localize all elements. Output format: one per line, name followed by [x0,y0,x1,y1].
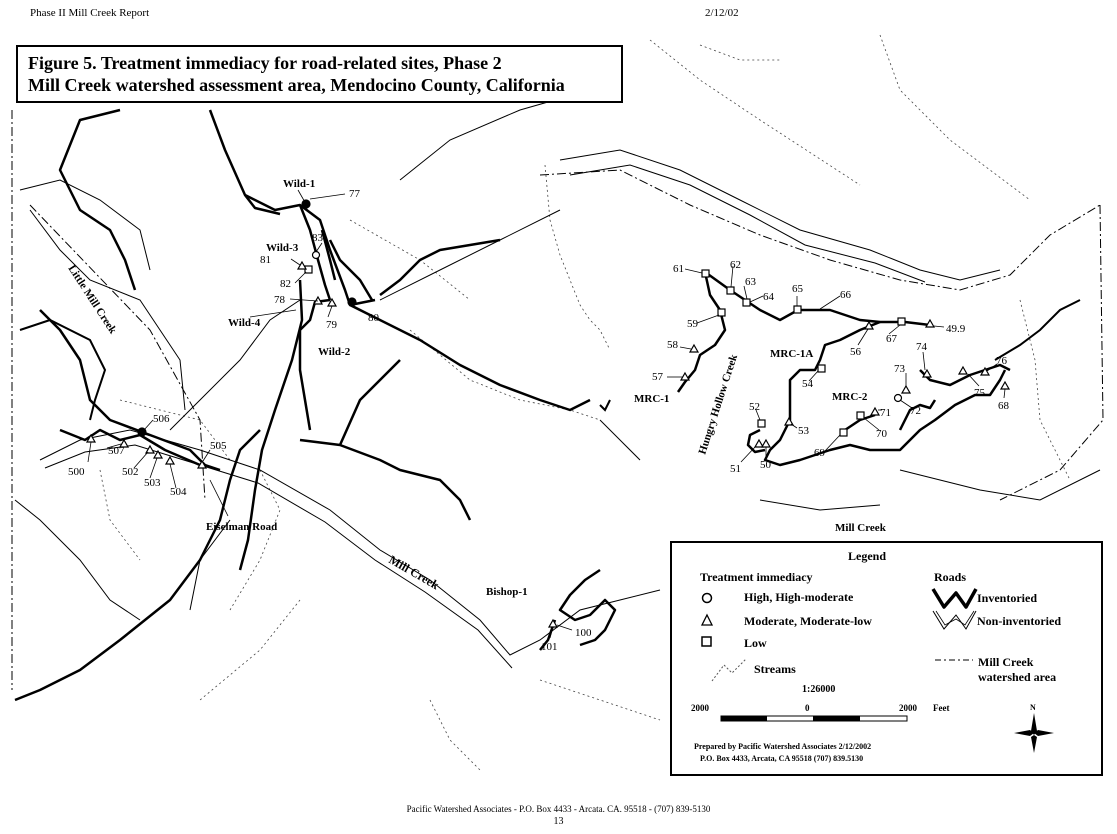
legend-scale-unit: Feet [933,703,950,713]
label-eiselman-road: Eiselman Road [206,521,278,533]
label-79: 79 [326,319,337,331]
header-date: 2/12/02 [705,7,739,19]
label-mrc-2: MRC-2 [832,391,868,403]
label-74: 74 [916,341,927,353]
label-507: 507 [108,445,125,457]
label-52: 52 [749,401,760,413]
site-50-moderate-marker [762,440,770,447]
legend-inventoried-label: Inventoried [977,591,1037,605]
legend-moderate-triangle-icon [700,613,714,627]
label-wild-2: Wild-2 [318,346,351,358]
site-65-low-marker [794,306,801,313]
footer-page-number: 13 [553,816,564,827]
legend-north-label: N [1030,703,1036,712]
legend-high-label: High, High-moderate [744,590,854,604]
label-505: 505 [210,440,227,452]
legend-scale-left: 2000 [691,703,709,713]
label-70: 70 [876,428,887,440]
site-57-moderate-marker [681,373,689,380]
label-83: 83 [312,232,323,244]
label-49-9: 49.9 [946,323,966,335]
label-63: 63 [745,276,756,288]
label-75: 75 [974,387,985,399]
site-70-low-marker [857,412,864,419]
site-59-low-marker [718,309,725,316]
label-73: 73 [894,363,905,375]
label-81: 81 [260,254,271,266]
site-58-moderate-marker [690,345,698,352]
label-504: 504 [170,486,187,498]
legend-streams-label: Streams [754,662,796,676]
site-504-moderate-marker [166,457,174,464]
site-73-moderate-marker [902,386,910,393]
label-69: 69 [814,447,825,459]
label-71: 71 [880,407,891,419]
site-64-low-marker [743,299,750,306]
label-503: 503 [144,477,161,489]
figure-title-line-1: Figure 5. Treatment immediacy for road-related sites, Phase 2 [28,53,502,73]
label-61: 61 [673,263,684,275]
site-75-moderate-marker [959,367,967,374]
legend-treatment-heading: Treatment immediacy [700,570,813,584]
label-72: 72 [910,405,921,417]
label-100: 100 [575,627,592,639]
legend-streams-icon [710,655,750,683]
legend-roads-heading: Roads [934,570,967,584]
site-52-low-marker [758,420,765,427]
legend-scale-ratio: 1:26000 [802,684,836,695]
label-78: 78 [274,294,285,306]
site-83-high-marker [313,252,320,259]
label-59: 59 [687,318,698,330]
label-502: 502 [122,466,139,478]
legend-prepared-line-1: Prepared by Pacific Watershed Associates 2/12/2002 [694,742,872,751]
site-67-low-marker [898,318,905,325]
site-61-low-marker [702,270,709,277]
site-69-low-marker [840,429,847,436]
header-report-title: Phase II Mill Creek Report [30,7,150,19]
label-50: 50 [760,459,771,471]
legend-scale-bar [720,715,920,723]
label-wild-4: Wild-4 [228,317,261,329]
label-hungry-hollow-creek: Hungry Hollow Creek [696,353,741,456]
site-51-moderate-marker [755,440,763,447]
label-bishop-1: Bishop-1 [486,586,528,598]
label-76: 76 [996,355,1007,367]
site-503-moderate-marker [154,451,162,458]
legend-title: Legend [848,549,887,563]
legend-low-square-icon [700,635,714,649]
legend-high-circle-icon [700,591,714,605]
label-66: 66 [840,289,851,301]
label-56: 56 [850,346,861,358]
legend-non-inventoried-road-icon [930,607,978,633]
legend-watershed-label-1: Mill Creek [978,655,1034,669]
legend-scale-mid: 0 [805,703,810,713]
site-502-moderate-marker [146,446,154,453]
label-57: 57 [652,371,663,383]
legend-north-arrow-icon [1010,703,1058,763]
label-little-mill-creek: Little Mill Creek [65,263,119,337]
legend-box [670,541,1103,776]
label-65: 65 [792,283,803,295]
stream-thick [20,300,1080,420]
legend-prepared-line-2: P.O. Box 4433, Arcata, CA 95518 (707) 839.5130 [700,754,864,763]
site-80-high-marker [348,298,356,306]
label-64: 64 [763,291,774,303]
site-53-moderate-marker [785,418,793,425]
label-wild-1: Wild-1 [283,178,316,190]
legend-watershed-boundary-icon [934,657,974,663]
site-54-low-marker [818,365,825,372]
legend-scale-right: 2000 [899,703,917,713]
site-68-moderate-marker [1001,382,1009,389]
label-62: 62 [730,259,741,271]
label-82: 82 [280,278,291,290]
label-500: 500 [68,466,85,478]
label-mrc-1: MRC-1 [634,393,670,405]
label-506: 506 [153,413,170,425]
label-mill-creek-center: Mill Creek [386,552,442,593]
legend-moderate-label: Moderate, Moderate-low [744,614,872,628]
legend-watershed-label-2: watershed area [978,670,1057,684]
label-53: 53 [798,425,809,437]
label-77: 77 [349,188,360,200]
label-101: 101 [541,641,558,653]
footer-address: Pacific Watershed Associates - P.O. Box 4433 - Arcata. CA. 95518 - (707) 839-5130 [406,804,711,814]
label-67: 67 [886,333,897,345]
legend-low-label: Low [744,636,767,650]
label-mrc-1a: MRC-1A [770,348,814,360]
figure-title-box [16,45,623,103]
site-71-moderate-marker [871,408,879,415]
label-mill-creek-east: Mill Creek [835,522,886,534]
label-51: 51 [730,463,741,475]
label-58: 58 [667,339,678,351]
figure-title-line-2: Mill Creek watershed assessment area, Mendocino County, California [28,75,565,95]
label-wild-3: Wild-3 [266,242,299,254]
label-54: 54 [802,378,813,390]
legend-non-inventoried-label: Non-inventoried [977,614,1061,628]
site-62-low-marker [727,287,734,294]
label-80: 80 [368,312,379,324]
label-68: 68 [998,400,1009,412]
